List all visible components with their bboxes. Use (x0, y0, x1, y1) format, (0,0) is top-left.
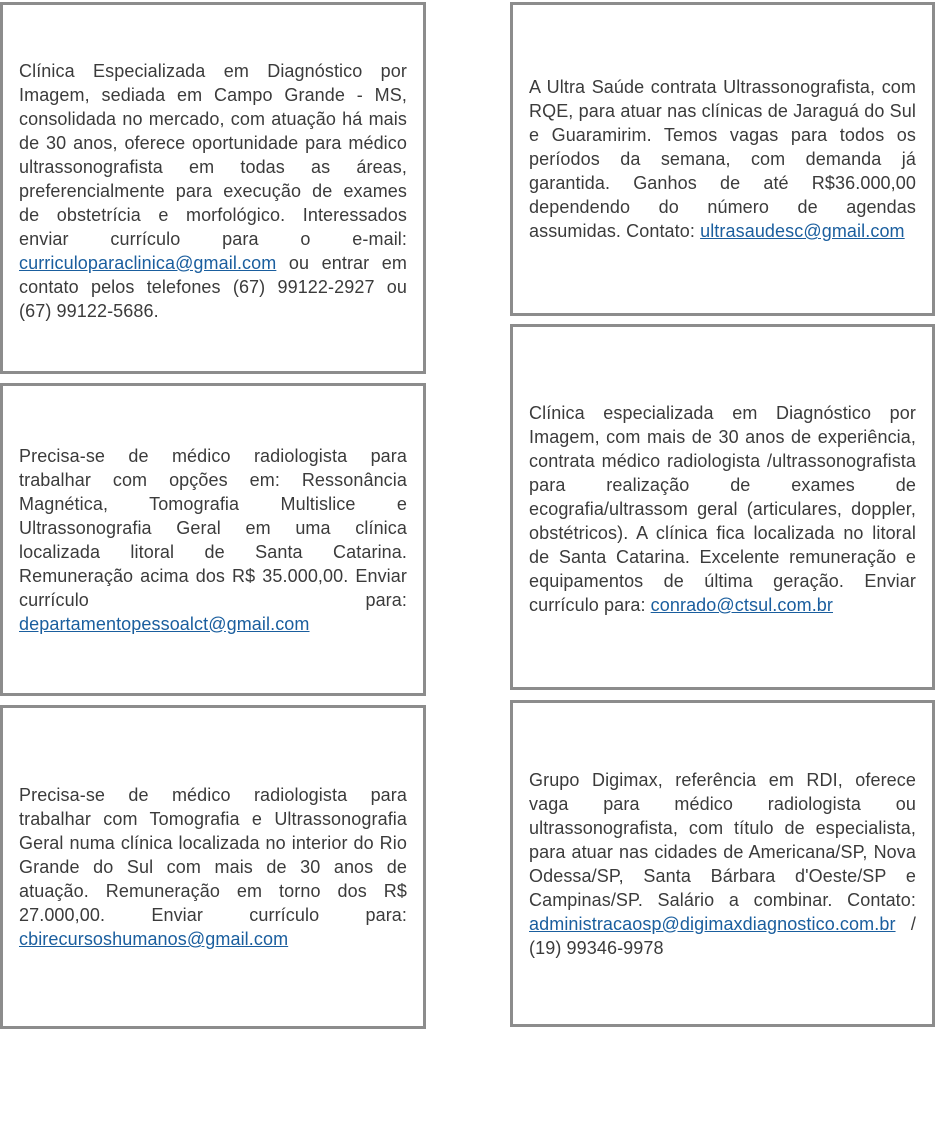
contact-email-link[interactable]: cbirecursoshumanos@gmail.com (19, 929, 289, 949)
ad-text-before: A Ultra Saúde contrata Ultrassonografista, com RQE, para atuar nas clínicas de Jaraguá do Sul e Guaramirim. Temos vagas para todos os períodos da semana, com demanda já garantida. Ganhos de até R$36.000,00 dependendo do número de agendas assumidas. Contato: (529, 77, 916, 241)
ad-text-before: Precisa-se de médico radiologista para trabalhar com Tomografia e Ultrassonografia Geral numa clínica localizada no interior do Rio Grande do Sul com mais de 30 anos de atuação. Remuneração em torno dos R$ 27.000,00. Enviar currículo para: (19, 785, 407, 925)
contact-email-link[interactable]: conrado@ctsul.com.br (650, 595, 833, 615)
ad-text-before: Clínica Especializada em Diagnóstico por Imagem, sediada em Campo Grande - MS, consolidada no mercado, com atuação há mais de 30 anos, oferece oportunidade para médico ultrassonografista em todas as áreas, preferencialmente para execução de exames de obstetrícia e morfológico. Interessados enviar currículo para o e-mail: (19, 61, 407, 249)
ad-text-after: / (19) 99346-9978 (529, 913, 916, 958)
job-ad-digimax (510, 700, 935, 1027)
job-ad-sc-clinic (510, 324, 935, 690)
job-ad-ultra-saude (510, 2, 935, 316)
job-ad-text (3, 444, 423, 636)
job-ad-ms-ultrasound (0, 2, 426, 374)
job-ad-sc-radiologist (0, 383, 426, 696)
contact-email-link[interactable]: departamentopessoalct@gmail.com (19, 613, 310, 634)
contact-email-link[interactable]: ultrasaudesc@gmail.com (700, 221, 905, 241)
job-ad-text (513, 768, 932, 960)
job-ad-text (513, 75, 932, 243)
contact-email-link[interactable]: administracaosp@digimaxdiagnostico.com.br (529, 913, 896, 934)
ad-text-before: Clínica especializada em Diagnóstico por Imagem, com mais de 30 anos de experiência, contrata médico radiologista /ultrassonografista para realização de exames de ecografia/ultrassom geral (articulares, doppler, obstétricos). A clínica fica localizada no litoral de Santa Catarina. Excelente remuneração e equipamentos de última geração. Enviar currículo para: (529, 403, 916, 615)
job-ad-text (3, 53, 423, 323)
job-ad-text (3, 783, 423, 951)
contact-email-link[interactable]: curriculoparaclinica@gmail.com (19, 253, 277, 273)
ad-text-after: ou entrar em contato pelos telefones (67) 99122-2927 ou (67) 99122-5686. (19, 253, 407, 321)
ad-text-before: Precisa-se de médico radiologista para trabalhar com opções em: Ressonância Magnética, Tomografia Multislice e Ultrassonografia Geral em uma clínica localizada litoral de Santa Catarina. Remuneração acima dos R$ 35.000,00. Enviar currículo para: (19, 445, 407, 610)
job-ad-text (513, 397, 932, 617)
job-ad-rs-radiologist (0, 705, 426, 1029)
ad-text-before: Grupo Digimax, referência em RDI, oferece vaga para médico radiologista ou ultrassonografista, com título de especialista, para atuar nas cidades de Americana/SP, Nova Odessa/SP, Santa Bárbara d'Oeste/SP e Campinas/SP. Salário a combinar. Contato: (529, 769, 916, 910)
